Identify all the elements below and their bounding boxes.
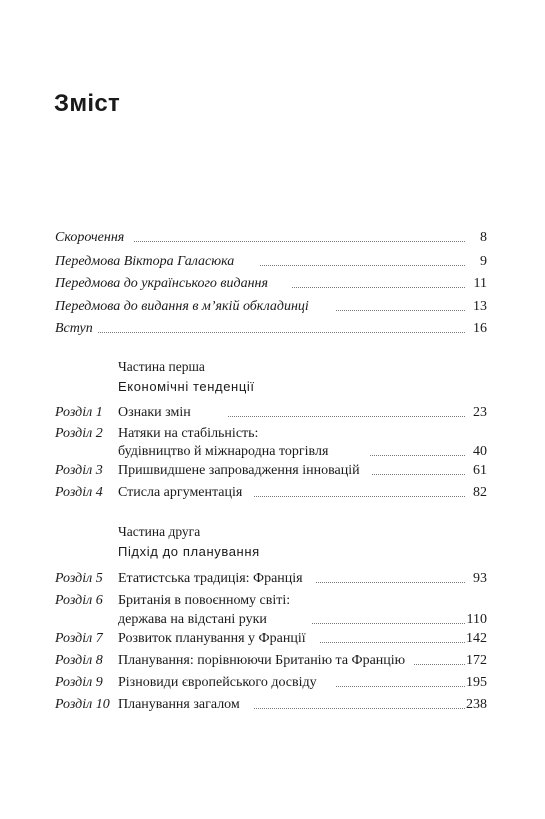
toc-entry-page: 8 [480, 230, 487, 245]
toc-entry-foreword-halasiuk[interactable] [0, 252, 545, 272]
toc-entry-introduction[interactable] [0, 319, 545, 339]
toc-chapter-3[interactable] [0, 461, 545, 481]
chapter-page: 40 [473, 444, 487, 459]
chapter-title: Планування загалом [118, 697, 240, 712]
toc-entry-label: Передмова до українського видання [55, 276, 268, 291]
chapter-title: Різновиди європейського досвіду [118, 675, 317, 690]
dot-leader [372, 474, 465, 475]
toc-entry-page: 11 [473, 276, 487, 291]
chapter-number: Розділ 6 [55, 593, 103, 608]
toc-chapter-6[interactable] [0, 591, 545, 611]
chapter-page: 23 [473, 405, 487, 420]
part-title: Підхід до планування [118, 544, 260, 559]
dot-leader [98, 332, 465, 333]
chapter-page: 172 [466, 653, 487, 668]
toc-chapter-1[interactable] [0, 403, 545, 423]
part-label: Частина друга [118, 524, 201, 539]
toc-chapter-8[interactable] [0, 651, 545, 671]
chapter-page: 195 [466, 675, 487, 690]
chapter-title: Британія в повоєнному світі: [118, 593, 291, 608]
toc-chapter-7[interactable] [0, 629, 545, 649]
chapter-number: Розділ 8 [55, 653, 103, 668]
chapter-number: Розділ 7 [55, 631, 103, 646]
dot-leader [336, 686, 465, 687]
dot-leader [292, 287, 465, 288]
dot-leader [320, 642, 465, 643]
dot-leader [370, 455, 465, 456]
chapter-number: Розділ 9 [55, 675, 103, 690]
dot-leader [336, 310, 465, 311]
part-label: Частина перша [118, 359, 205, 374]
toc-chapter-5[interactable] [0, 569, 545, 589]
dot-leader [254, 708, 465, 709]
chapter-page: 82 [473, 485, 487, 500]
toc-chapter-2-cont[interactable] [0, 442, 545, 462]
chapter-number: Розділ 3 [55, 463, 103, 478]
toc-entry-label: Передмова до видання в м’якій обкладинці [55, 299, 309, 314]
chapter-title: Натяки на стабільність: [118, 426, 259, 441]
toc-entry-page: 9 [480, 254, 487, 269]
toc-chapter-2[interactable] [0, 424, 545, 444]
toc-chapter-4[interactable] [0, 483, 545, 503]
chapter-number: Розділ 2 [55, 426, 103, 441]
chapter-title: Пришвидшене запровадження інновацій [118, 463, 360, 478]
part-title: Економічні тенденції [118, 379, 255, 394]
chapter-number: Розділ 5 [55, 571, 103, 586]
toc-entry-foreword-ukrainian[interactable] [0, 274, 545, 294]
dot-leader [134, 241, 465, 242]
chapter-title-line2: будівництво й міжнародна торгівля [118, 444, 329, 459]
chapter-title: Стисла аргументація [118, 485, 243, 500]
dot-leader [254, 496, 465, 497]
chapter-title: Розвиток планування у Франції [118, 631, 306, 646]
chapter-page: 110 [466, 612, 487, 627]
chapter-title: Етатистська традиція: Франція [118, 571, 303, 586]
toc-entry-page: 16 [473, 321, 487, 336]
chapter-title-line2: держава на відстані руки [118, 612, 267, 627]
page-title: Зміст [54, 90, 121, 117]
chapter-page: 61 [473, 463, 487, 478]
chapter-number: Розділ 4 [55, 485, 103, 500]
dot-leader [312, 623, 465, 624]
chapter-title: Планування: порівнюючи Британію та Францію [118, 653, 406, 668]
dot-leader [228, 416, 465, 417]
chapter-page: 93 [473, 571, 487, 586]
dot-leader [316, 582, 465, 583]
chapter-title: Ознаки змін [118, 405, 191, 420]
toc-chapter-10[interactable] [0, 695, 545, 715]
chapter-page: 142 [466, 631, 487, 646]
dot-leader [414, 664, 465, 665]
chapter-number: Розділ 10 [55, 697, 110, 712]
chapter-number: Розділ 1 [55, 405, 103, 420]
toc-entry-page: 13 [473, 299, 487, 314]
dot-leader [260, 265, 465, 266]
chapter-page: 238 [466, 697, 487, 712]
toc-entry-label: Скорочення [55, 230, 125, 245]
toc-chapter-6-cont[interactable] [0, 610, 545, 630]
toc-entry-label: Вступ [55, 321, 93, 336]
toc-entry-label: Передмова Віктора Галасюка [55, 254, 235, 269]
toc-entry-foreword-paperback[interactable] [0, 297, 545, 317]
toc-entry-abbreviations[interactable] [0, 228, 545, 248]
toc-chapter-9[interactable] [0, 673, 545, 693]
